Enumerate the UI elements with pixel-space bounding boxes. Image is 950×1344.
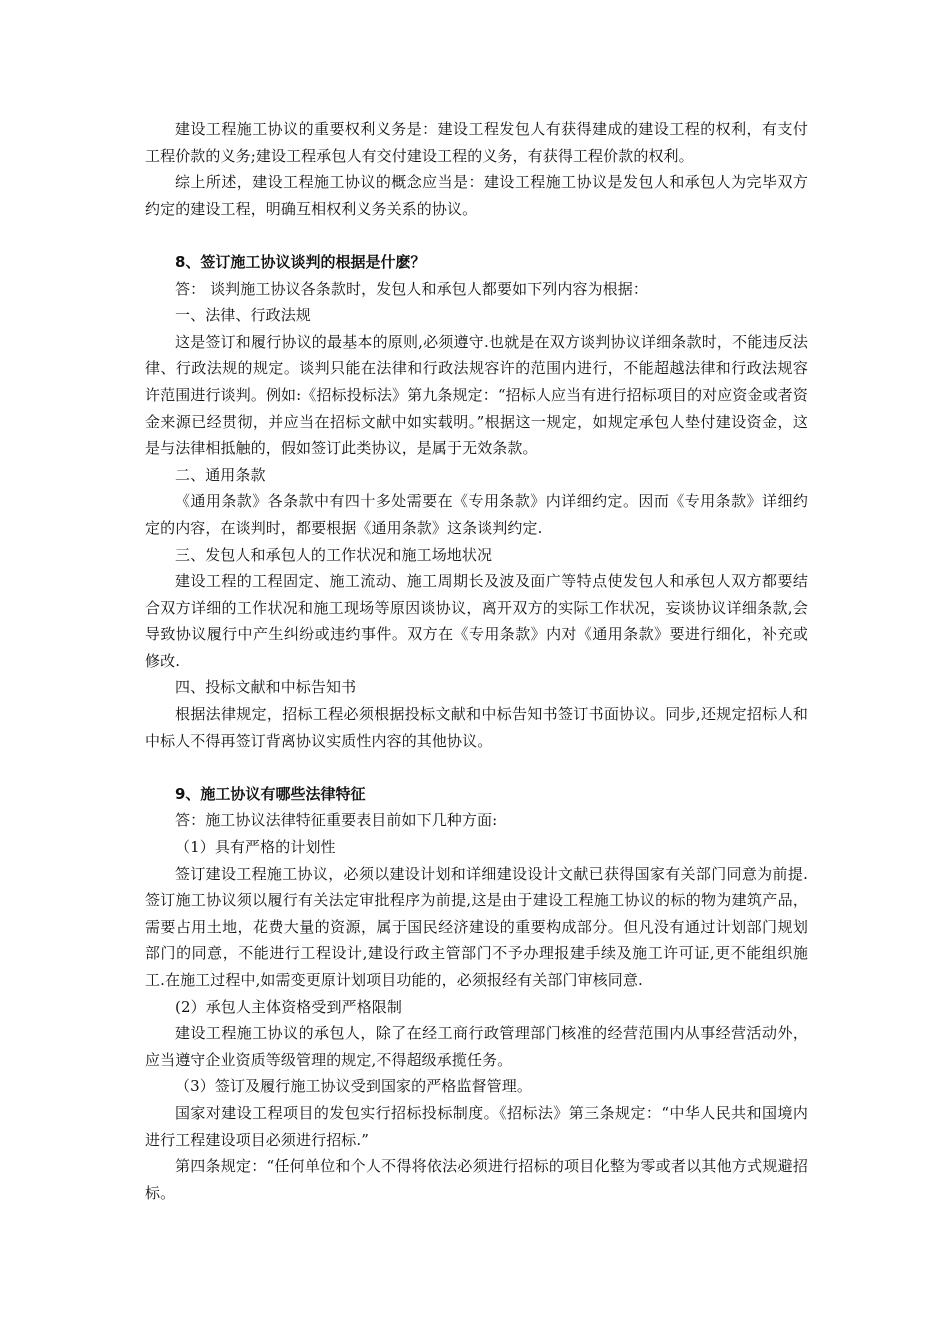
section-9-item-3-title: （3）签订及履行施工协议受到国家的严格监督管理。 bbox=[175, 1077, 532, 1096]
section-8-item-2-title: 二、通用条款 bbox=[175, 465, 266, 484]
section-9-item-3-body: 国家对建设工程项目的发包实行招标投标制度。《招标法》第三条规定：“中华人民共和国境内进行工程建设项目必须进行招标.” bbox=[145, 1103, 808, 1149]
section-9-item-2-body: 建设工程施工协议的承包人，除了在经工商行政管理部门核准的经营范围内从事经营活动外，应当遵守企业资质等级管理的规定,不得超级承揽任务。 bbox=[145, 1024, 808, 1069]
section-9-answer: 答：施工协议法律特征重要表目前如下几种方面: bbox=[175, 811, 498, 830]
section-9-item-2-title: (2）承包人主体资格受到严格限制 bbox=[175, 997, 402, 1016]
paragraph-summary: 综上所述，建设工程施工协议的概念应当是：建设工程施工协议是发包人和承包人为完毕双方约定的建设工程，明确互相权利义务关系的协议。 bbox=[145, 173, 808, 218]
section-9-item-4-body: 第四条规定：“任何单位和个人不得将依法必须进行招标的项目化整为零或者以其他方式规避招标。 bbox=[145, 1157, 808, 1202]
section-8-item-1-body: 这是签订和履行协议的最基本的原则,必须遵守.也就是在双方谈判协议详细条款时，不能违反法律、行政法规的规定。谈判只能在法律和行政法规容许的范围内进行，不能超越法律和行政法规容许范围进行谈判。例如:《招标投标法》第九条规定：“招标人应当有进行招标项目的对应资金或者资金来源已经贯彻，并应当在招标文献中如实载明。”根据这一规定，如规定承包人垫付建设资金，这是与法律相抵触的，假如签订此类协议，是属于无效条款。 bbox=[145, 332, 808, 458]
section-8-heading: 8、签订施工协议谈判的根据是什麽？ bbox=[175, 252, 426, 271]
section-8-item-1-title: 一、法律、行政法规 bbox=[175, 306, 311, 325]
spacer bbox=[145, 754, 808, 781]
section-9-item-1-body: 签订建设工程施工协议，必须以建设计划和详细建设设计文献已获得国家有关部门同意为前提.签订施工协议须以履行有关法定审批程序为前提,这是由于建设工程施工协议的标的物为建筑产品，需要占用土地，花费大量的资源，属于国民经济建设的重要构成部分。但凡没有通过计划部门规划部门的同意，不能进行工程设计,建设行政主管部门不予办理报建手续及施工许可证,更不能组织施工.在施工过程中,如需变更原计划项目功能的，必须报经有关部门审核同意. bbox=[145, 864, 808, 989]
section-8-item-2-body: 《通用条款》各条款中有四十多处需要在《专用条款》内详细约定。因而《专用条款》详细约定的内容，在谈判时，都要根据《通用条款》这条谈判约定. bbox=[145, 492, 808, 537]
section-8-answer: 答： 谈判施工协议各条款时，发包人和承包人都要如下列内容为根据： bbox=[175, 279, 648, 298]
section-8-item-4-title: 四、投标文献和中标告知书 bbox=[175, 678, 357, 697]
section-8-item-3-title: 三、发包人和承包人的工作状况和施工场地状况 bbox=[175, 545, 493, 564]
spacer bbox=[145, 222, 808, 249]
document-page bbox=[145, 116, 808, 1206]
section-9-heading: 9、施工协议有哪些法律特征 bbox=[175, 784, 366, 803]
section-9-item-1-title: （1）具有严格的计划性 bbox=[175, 838, 336, 857]
section-8-item-3-body: 建设工程的工程固定、施工流动、施工周期长及波及面广等特点使发包人和承包人双方都要结合双方详细的工作状况和施工现场等原因谈协议，离开双方的实际工作状况，妄谈协议详细条款,会导致协议履行中产生纠纷或违约事件。双方在《专用条款》内对《通用条款》要进行细化，补充或修改. bbox=[145, 572, 808, 670]
section-8-item-4-body: 根据法律规定，招标工程必须根据投标文献和中标告知书签订书面协议。同步,还规定招标人和中标人不得再签订背离协议实质性内容的其他协议。 bbox=[145, 705, 808, 750]
paragraph-rights-obligations: 建设工程施工协议的重要权利义务是：建设工程发包人有获得建成的建设工程的权利，有支付工程价款的义务;建设工程承包人有交付建设工程的义务，有获得工程价款的权利。 bbox=[145, 120, 808, 165]
